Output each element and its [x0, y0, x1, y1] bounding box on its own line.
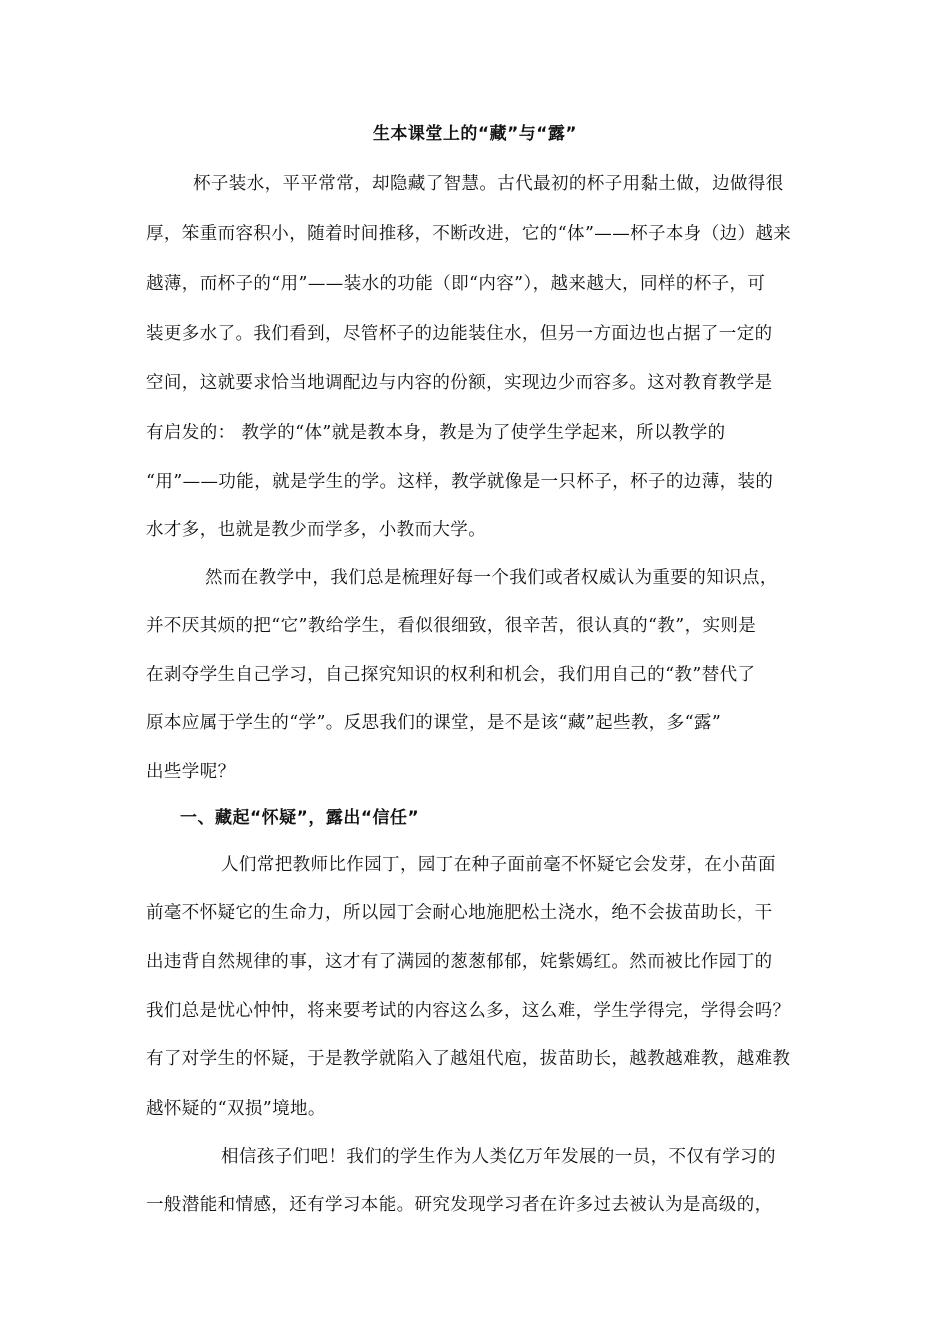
- text-line: 有了对学生的怀疑，于是教学就陷入了越俎代庖，拔苗助长，越教越难教，越难教: [146, 1049, 791, 1069]
- text-line: 我们总是忧心忡忡，将来要考试的内容这么多，这么难，学生学得完，学得会吗？: [146, 1001, 791, 1021]
- text-line: 并不厌其烦的把“它”教给学生，看似很细致，很辛苦，很认真的“教”，实则是: [146, 616, 757, 636]
- text-line: 原本应属于学生的“学”。反思我们的课堂，是不是该“藏”起些教，多“露”: [146, 713, 722, 733]
- text-line: “用”——功能，就是学生的学。这样，教学就像是一只杯子，杯子的边薄，装的: [146, 472, 774, 492]
- section-heading: 一、藏起“怀疑”，露出“信任”: [180, 808, 420, 828]
- text-line: 空间，这就要求恰当地调配边与内容的份额，实现边少而容多。这对教育教学是: [146, 373, 773, 393]
- text-line: 有启发的： 教学的“体”就是教本身，教是为了使学生学起来，所以教学的: [146, 423, 726, 443]
- text-line: 装更多水了。我们看到，尽管杯子的边能装住水，但另一方面边也占据了一定的: [146, 324, 773, 344]
- text-line: 相信孩子们吧！我们的学生作为人类亿万年发展的一员，不仅有学习的: [221, 1147, 776, 1167]
- text-line: 水才多，也就是教少而学多，小教而大学。: [146, 520, 487, 540]
- text-line: 人们常把教师比作园丁，园丁在种子面前毫不怀疑它会发芽，在小苗面: [221, 855, 776, 875]
- text-line: 越薄，而杯子的“用”——装水的功能（即“内容”），越来越大，同样的杯子，可: [146, 274, 766, 294]
- text-line: 出违背自然规律的事，这才有了满园的葱葱郁郁，姹紫嫣红。然而被比作园丁的: [146, 952, 773, 972]
- text-line: 杯子装水，平平常常，却隐藏了智慧。古代最初的杯子用黏土做，边做得很: [193, 174, 784, 194]
- text-line: 然而在教学中，我们总是梳理好每一个我们或者权威认为重要的知识点，: [205, 568, 778, 588]
- text-line: 厚，笨重而容积小，随着时间推移，不断改进，它的“体”——杯子本身（边）越来: [146, 224, 792, 244]
- text-line: 越怀疑的“双损”境地。: [146, 1099, 326, 1119]
- document-title: 生本课堂上的“藏”与“露”: [372, 124, 578, 144]
- text-line: 在剥夺学生自己学习，自己探究知识的权利和机会，我们用自己的“教”替代了: [146, 665, 756, 685]
- text-line: 一般潜能和情感，还有学习本能。研究发现学习者在许多过去被认为是高级的，: [146, 1195, 773, 1215]
- text-line: 前毫不怀疑它的生命力，所以园丁会耐心地施肥松土浇水，绝不会拔苗助长，干: [146, 903, 773, 923]
- text-line: 出些学呢？: [146, 762, 236, 782]
